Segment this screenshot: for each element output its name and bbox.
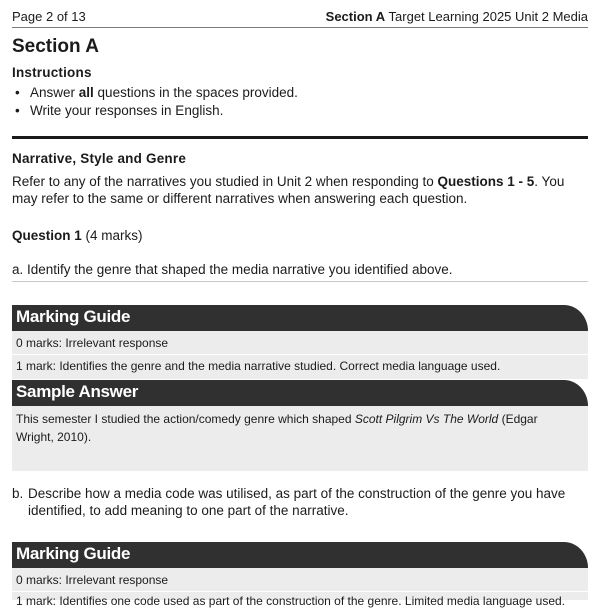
section-divider xyxy=(12,136,588,139)
question-1-title: Question 1 (4 marks) xyxy=(12,228,143,243)
marking-guide-banner: Marking Guide xyxy=(12,542,588,568)
header-subtitle: Target Learning 2025 Unit 2 Media xyxy=(388,9,588,24)
guide-row: 0 marks: Irrelevant response xyxy=(16,336,169,350)
topic-heading: Narrative, Style and Genre xyxy=(12,151,187,166)
sample-answer-text: This semester I studied the action/comedy genre which shaped Scott Pilgrim Vs The World (Edgar Wright, 2010). xyxy=(16,412,538,444)
guide-row-divider xyxy=(12,591,588,592)
section-title: Section A xyxy=(12,36,99,57)
running-header xyxy=(326,9,588,24)
instruction-item: • Answer all questions in the spaces provided. xyxy=(12,84,298,102)
guide-row: 1 mark: Identifies one code used as part of the construction of the genre. Limited media language used. xyxy=(16,594,566,608)
marking-guide-banner: Marking Guide xyxy=(12,305,588,331)
guide-row: 1 mark: Identifies the genre and the media narrative studied. Correct media language used. xyxy=(16,359,501,373)
instructions-heading: Instructions xyxy=(12,65,92,80)
question-1b-label: b. xyxy=(12,486,24,501)
topic-intro: Refer to any of the narratives you studied in Unit 2 when responding to Questions 1 - 5. You may refer to the same or different narratives when answering each question. xyxy=(12,174,565,206)
guide-row-divider xyxy=(12,354,588,355)
header-divider xyxy=(12,27,588,28)
instructions-list xyxy=(12,84,298,120)
header-section: Section A xyxy=(325,9,386,24)
guide-row: 0 marks: Irrelevant response xyxy=(16,573,169,587)
answer-line xyxy=(12,281,588,282)
page-number: Page 2 of 13 xyxy=(12,9,86,24)
instruction-item: • Write your responses in English. xyxy=(12,102,298,120)
sample-answer-banner: Sample Answer xyxy=(12,380,588,406)
question-1b-text: Describe how a media code was utilised, as part of the construction of the genre you have identified, to add meaning to one part of the narrative. xyxy=(28,486,566,518)
question-1a: a. Identify the genre that shaped the media narrative you identified above. xyxy=(12,262,453,277)
